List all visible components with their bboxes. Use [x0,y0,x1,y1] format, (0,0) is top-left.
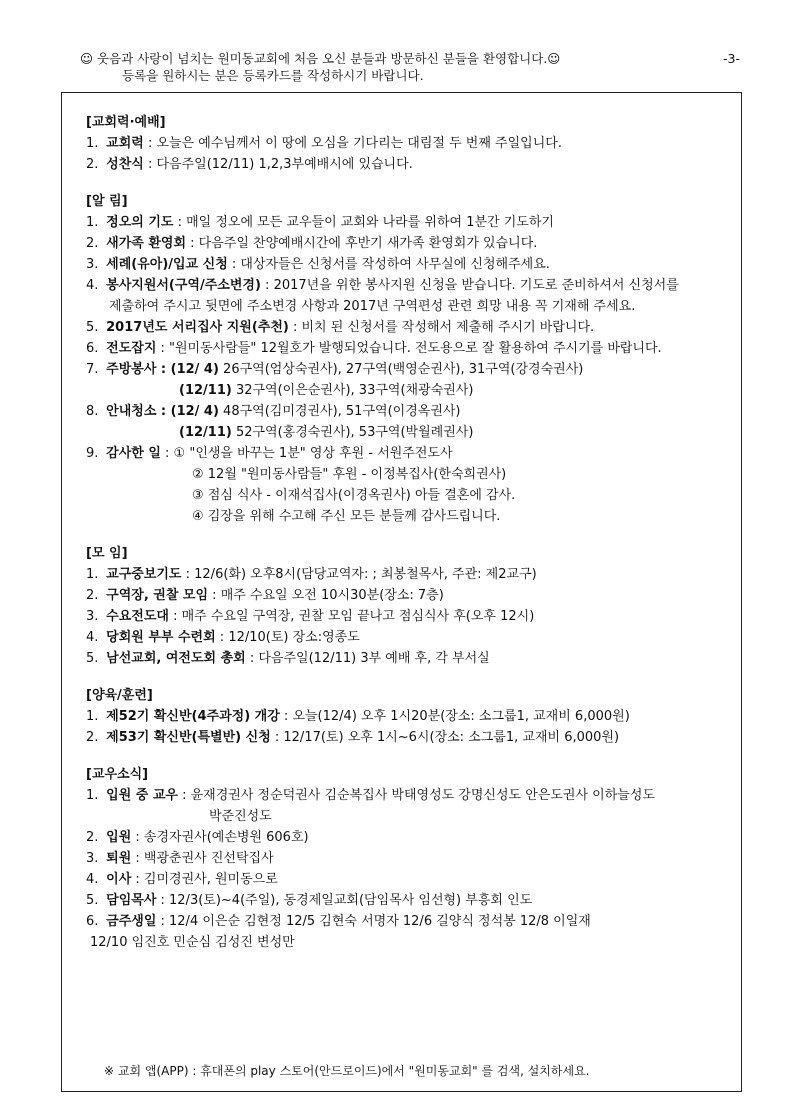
registration-line: 등록을 원하시는 분은 등록카드를 작성하시기 바랍니다. [122,68,424,83]
section-title-meetings: [모 임] [86,546,128,561]
list-item: 1. 정오의 기도 : 매일 정오에 모든 교우들이 교회와 나라를 위하여 1분간 기도하기 [86,215,554,230]
list-item: 5. 남선교회, 여전도회 총회 : 다음주일(12/11) 3부 예배 후, 각 부서실 [86,651,490,666]
app-notice-footer: ※ 교회 앱(APP) : 휴대폰의 play 스토어(안드로이드)에서 "원미동교회" 를 검색, 설치하세요. [104,1064,590,1078]
list-item-continued: ④ 김장을 위해 수고해 주신 모든 분들께 감사드립니다. [192,509,501,524]
section-title-notices: [알 림] [86,194,128,209]
list-item: 1. 입원 중 교우 : 윤재경권사 정순덕권사 김순복집사 박태영성도 강명신성도 안은도권사 이하늘성도 [86,788,655,803]
list-item-continued: 제출하여 주시고 뒷면에 주소변경 사항과 2017년 구역편성 관련 희망 내용 꼭 기재해 주세요. [109,299,636,314]
list-item: 7. 주방봉사 : (12/ 4) 26구역(엄상숙권사), 27구역(백영순권사), 31구역(강경숙권사) [86,362,584,377]
list-item: 9. 감사한 일 : ① "인생을 바꾸는 1분" 영상 후원 - 서원주전도사 [86,446,453,461]
list-item: 1. 교회력 : 오늘은 예수님께서 이 땅에 오심을 기다리는 대림절 두 번째 주일입니다. [86,136,562,151]
list-item: 4. 봉사지원서(구역/주소변경) : 2017년을 위한 봉사지원 신청을 받습니다. 기도로 준비하셔서 신청서를 [86,278,679,293]
section-title-training: [양육/훈련] [86,688,153,703]
list-item: 3. 수요전도대 : 매주 수요일 구역장, 권찰 모임 끝나고 점심식사 후(오후 12시) [86,609,535,624]
list-item-continued: (12/11) 52구역(홍경숙권사), 53구역(박월례권사) [179,425,474,440]
list-item: 3. 퇴원 : 백광춘권사 진선탁집사 [86,851,274,866]
page-number: -3- [723,51,740,66]
list-item-continued: 12/10 임진호 민순심 김성진 변성만 [90,935,295,950]
list-item: 5. 담임목사 : 12/3(토)~4(주일), 동경제일교회(담임목사 임선형) 부흥회 인도 [86,893,533,908]
list-item: 6. 금주생일 : 12/4 이은순 김현정 12/5 김현숙 서명자 12/6 길양식 정석봉 12/8 이일재 [86,914,591,929]
list-item: 4. 이사 : 김미경권사, 원미동으로 [86,872,278,887]
section-title-worship: [교회력·예배] [86,115,166,130]
list-item-continued: ② 12월 "원미동사람들" 후원 - 이정복집사(한숙희권사) [192,467,507,482]
list-item: 2. 제53기 확신반(특별반) 신청 : 12/17(토) 오후 1시~6시(장소: 소그룹1, 교재비 6,000원) [86,730,620,745]
page-header [80,50,740,84]
section-title-members-news: [교우소식] [86,767,149,782]
list-item: 1. 제52기 확신반(4주과정) 개강 : 오늘(12/4) 오후 1시20분(장소: 소그룹1, 교재비 6,000원) [86,709,630,724]
list-item-continued: ③ 점심 식사 - 이재석집사(이경옥권사) 아들 결혼에 감사. [192,488,516,503]
list-item: 2. 성찬식 : 다음주일(12/11) 1,2,3부예배시에 있습니다. [86,157,413,172]
bulletin-content [86,112,736,953]
list-item: 5. 2017년도 서리집사 지원(추천) : 비치 된 신청서를 작성해서 제출해 주시기 바랍니다. [86,320,595,335]
list-item: 3. 세례(유아)/입교 신청 : 대상자들은 신청서를 작성하여 사무실에 신청해주세요. [86,257,550,272]
list-item-continued: 박준진성도 [209,809,272,824]
list-item-continued: (12/11) 32구역(이은순권사), 33구역(채광숙권사) [179,383,474,398]
list-item: 6. 전도잡지 : "원미동사람들" 12월호가 발행되었습니다. 전도용으로 잘 활용하여 주시기를 바랍니다. [86,341,662,356]
list-item: 8. 안내청소 : (12/ 4) 48구역(김미경권사), 51구역(이경옥권사) [86,404,461,419]
list-item: 4. 당회원 부부 수련회 : 12/10(토) 장소:영종도 [86,630,360,645]
list-item: 2. 새가족 환영회 : 다음주일 찬양예배시간에 후반기 새가족 환영회가 있습니다. [86,236,538,251]
list-item: 1. 교구중보기도 : 12/6(화) 오후8시(담당교역자: ; 최봉철목사, 주관: 제2교구) [86,567,537,582]
list-item: 2. 구역장, 권찰 모임 : 매주 수요일 오전 10시30분(장소: 7층) [86,588,444,603]
welcome-line: ☺ 웃음과 사랑이 넘치는 원미동교회에 처음 오신 분들과 방문하신 분들을 환영합니다.☺ [80,51,561,66]
list-item: 2. 입원 : 송경자권사(예손병원 606호) [86,830,309,845]
